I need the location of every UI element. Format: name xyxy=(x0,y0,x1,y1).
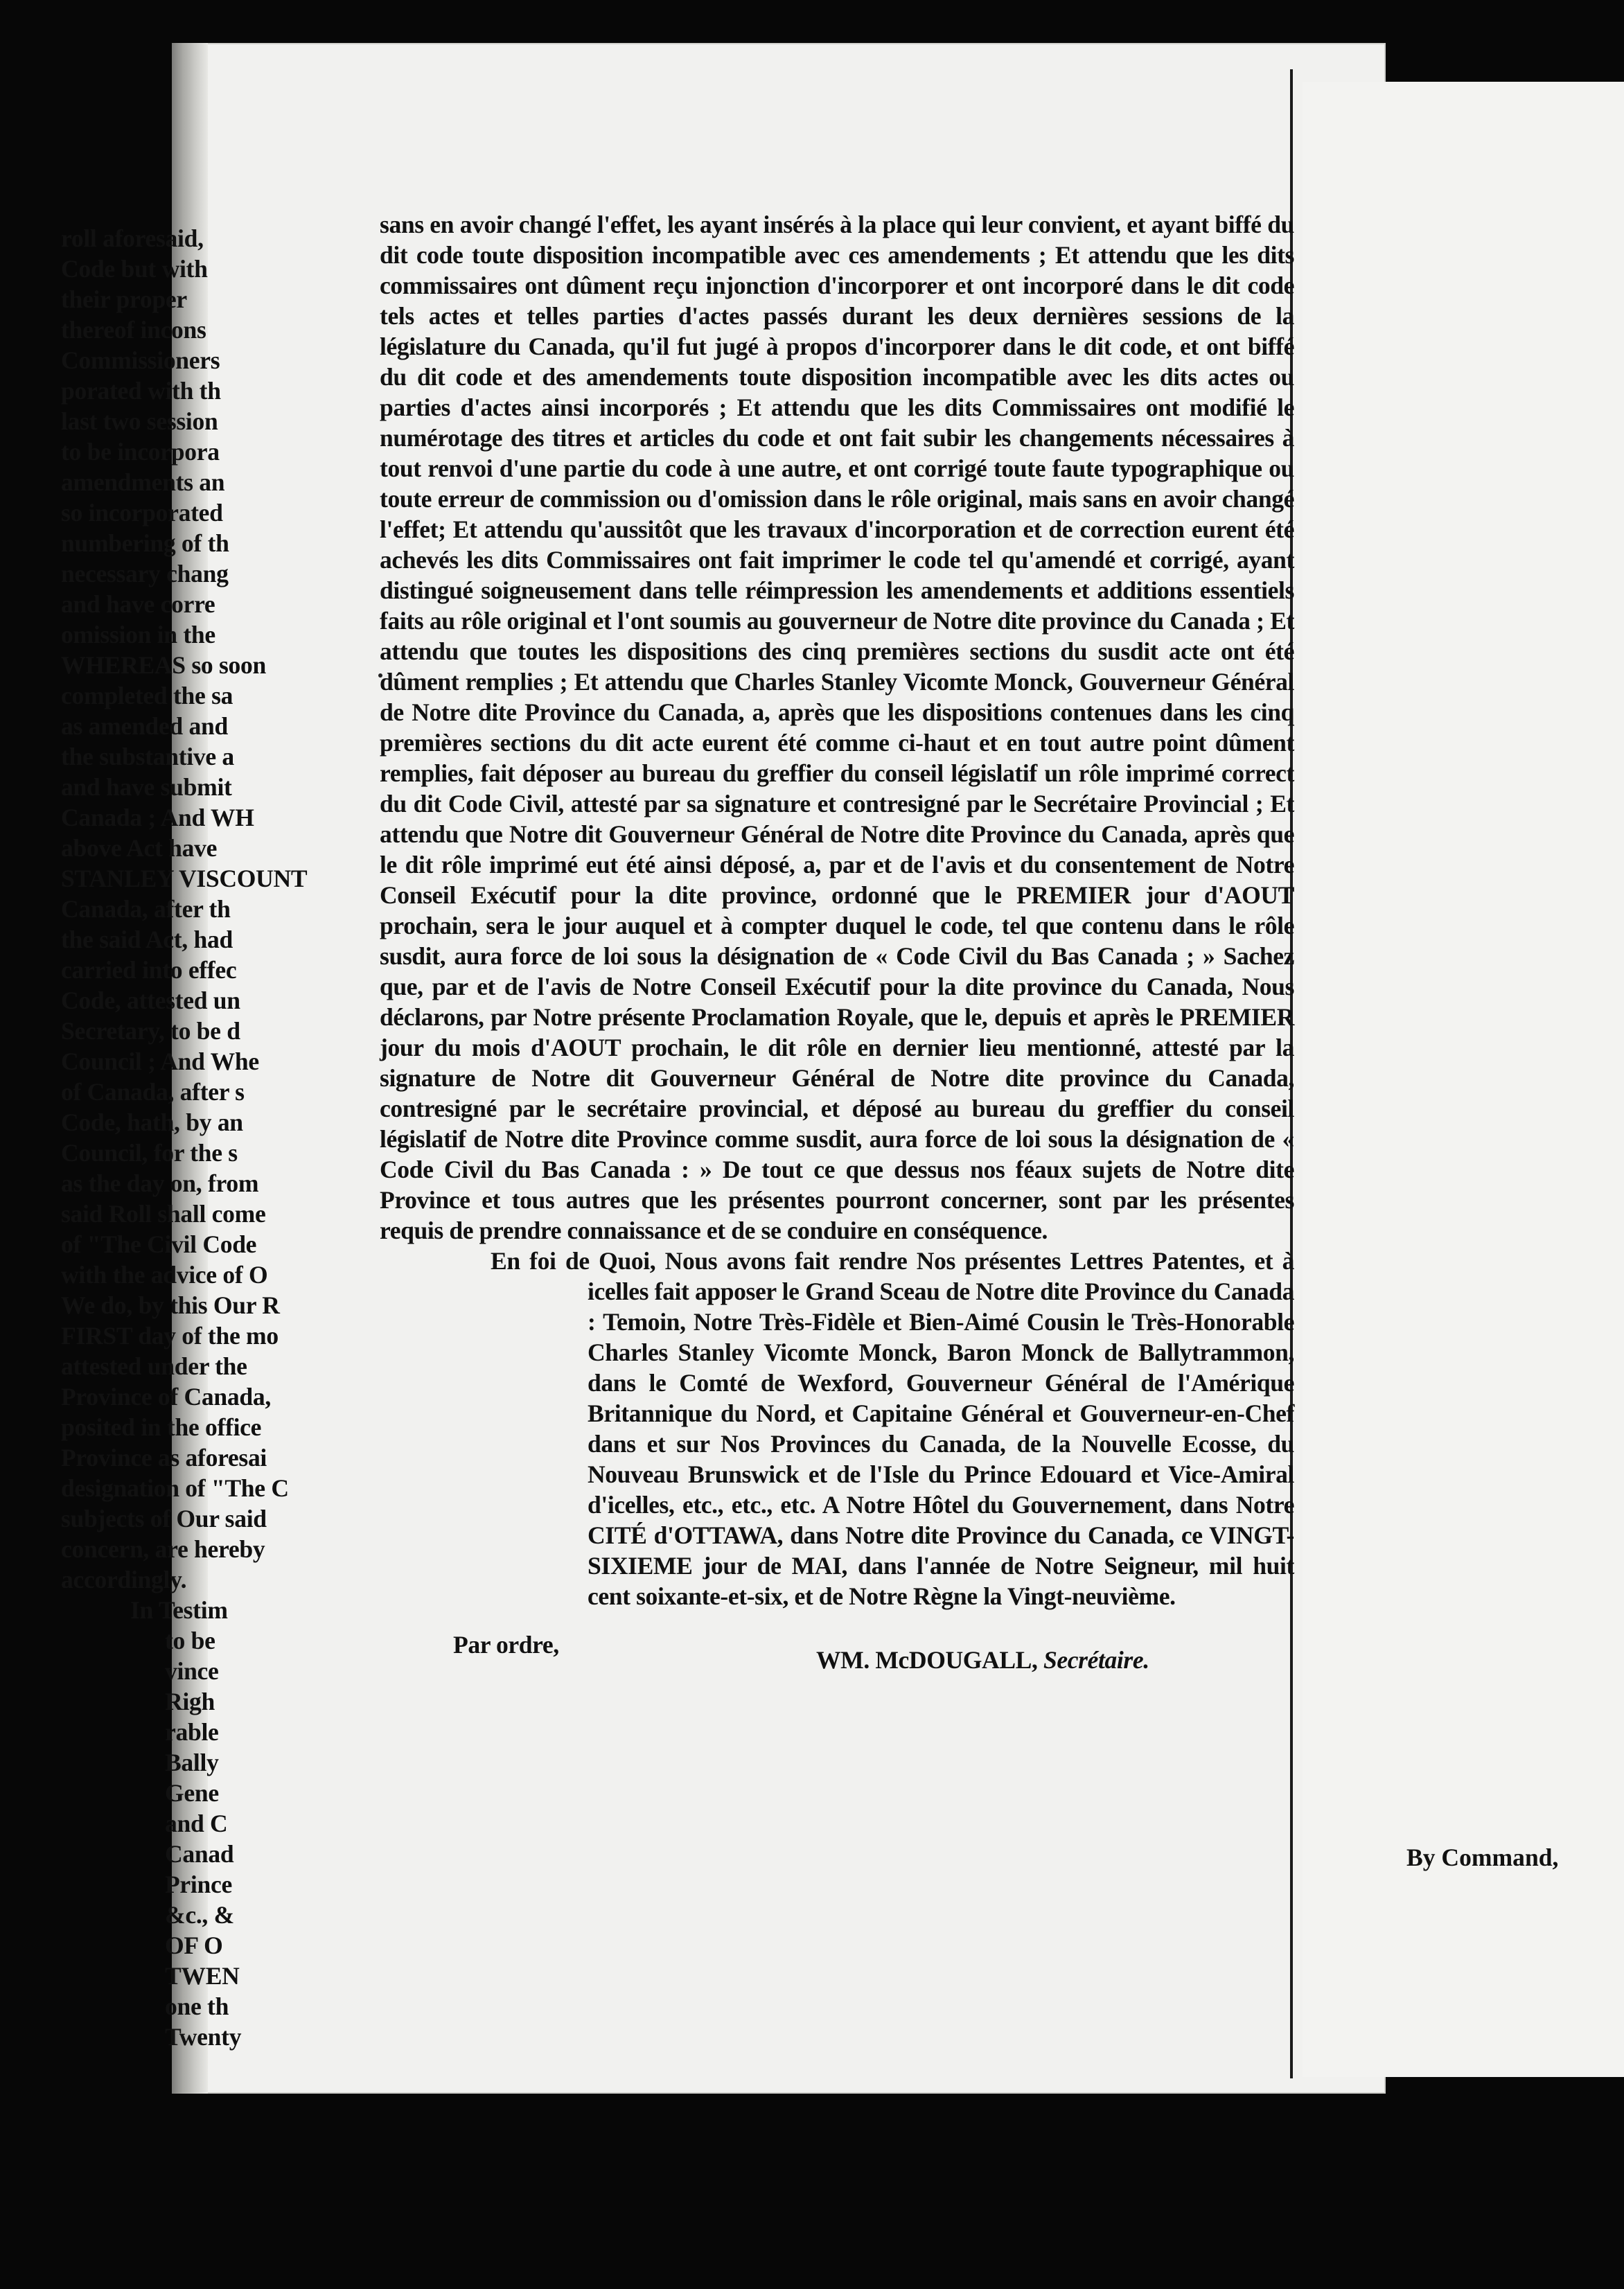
right-page-line: omission in the xyxy=(61,621,215,648)
right-page-line: Code but with xyxy=(61,255,208,283)
right-page-line: completed the sa xyxy=(61,682,233,709)
right-testimonium-line: OF O xyxy=(165,1932,223,1959)
right-testimonium-line: In Testim xyxy=(130,1596,228,1624)
right-page-line: Province of Canada, xyxy=(61,1383,271,1411)
right-page-line: Province as aforesai xyxy=(61,1444,267,1472)
right-testimonium-line: rable xyxy=(165,1718,219,1746)
right-page-line: of Canada, after s xyxy=(61,1078,245,1106)
right-testimonium-line: TWEN xyxy=(165,1962,240,1990)
right-page-line: attested under the xyxy=(61,1352,247,1380)
right-testimonium-line: Prince xyxy=(165,1871,232,1898)
right-page-line: of "The Civil Code xyxy=(61,1230,257,1258)
par-ordre-label: Par ordre, xyxy=(453,1631,559,1659)
proclamation-french-text xyxy=(380,209,1294,1674)
right-testimonium-line: Twenty xyxy=(165,2023,242,2051)
right-testimonium-line: Righ xyxy=(165,1688,215,1715)
right-testimonium-line: Gene xyxy=(165,1779,219,1807)
testimonium-clause: En foi de Quoi, Nous avons fait rendre Nos présentes Lettres Patentes, et à icelles fait apposer le Grand Sceau de Notre dite Province du Canada : Temoin, Notre Très-Fidèle et Bien-Aimé Cousin le Très-Honorable Charles Stanley Vicomte Monck, Baron Monck de Ballytrammon, dans le Comté de Wexford, Gouverneur Général de l'Amérique Britannique du Nord, et Capitaine Général et Gouverneur-en-Chef dans et sur Nos Provinces du Canada, de la Nouvelle Ecosse, du Nouveau Brunswick et de l'Isle du Prince Edouard et Vice-Amiral d'icelles, etc., etc., etc. A Notre Hôtel du Gouvernement, dans Notre CITÉ d'OTTAWA, dans Notre dite Province du Canada, ce VINGT-SIXIEME jour de MAI, dans l'année de Notre Seigneur, mil huit cent soixante-et-six, et de Notre Règne la Vingt-neuvième. xyxy=(491,1247,1294,1610)
right-page-line: Council, for the s xyxy=(61,1139,238,1167)
right-page-line: last two session xyxy=(61,407,218,435)
signature-block xyxy=(380,1629,1294,1674)
right-page-line: Council ; And Whe xyxy=(61,1048,259,1075)
right-page-line: designation of "The C xyxy=(61,1474,289,1502)
right-page-line: FIRST day of the mo xyxy=(61,1322,279,1350)
secretary-signature xyxy=(816,1645,1149,1675)
right-page-line: Code, hath, by an xyxy=(61,1108,243,1136)
right-page-line: above Act have xyxy=(61,834,218,862)
right-page-line: subjects of Our said xyxy=(61,1505,267,1532)
signature-name: WM. McDOUGALL, xyxy=(816,1646,1038,1674)
right-page-line: thereof incons xyxy=(61,316,206,344)
right-page-line: the substantive a xyxy=(61,743,234,770)
right-page-line: accordingly. xyxy=(61,1566,187,1593)
right-page-line: and have submit xyxy=(61,773,232,801)
right-page-line: STANLEY VISCOUNT xyxy=(61,865,308,892)
right-page-line: concern, are hereby xyxy=(61,1535,265,1563)
right-page-line: carried into effec xyxy=(61,956,237,984)
right-page-line: Secretary, to be d xyxy=(61,1017,240,1045)
right-page-line: as the day on, from xyxy=(61,1169,259,1197)
right-page-line: the said Act, had xyxy=(61,926,233,953)
proclamation-body: sans en avoir changé l'effet, les ayant insérés à la place qui leur convient, et ayant biffé du dit code toute disposition incompatible avec ces amendements ; Et attendu que les dits commissaires ont dûment reçu injonction d'incorporer et ont incorporé dans le dit code tels actes et telles parties d'actes passés durant les deux dernières sessions de la législature du Canada, qu'il fut jugé à propos d'incorporer dans le dit code, et ont biffé du dit code et des amendements toute disposition incompatible avec les dits actes ou parties d'actes ainsi incorporés ; Et attendu que les dits Commissaires ont modifié le numérotage des titres et articles du code et ont fait subir les changements nécessaires à tout renvoi d'une partie du code à une autre, et ont corrigé toute faute typographique ou toute erreur de commission ou d'omission dans le rôle original, mais sans en avoir changé l'effet; Et attendu qu'aussitôt que les travaux d'incorporation et de correction eurent été achevés les dits Commissaires ont fait imprimer le code tel qu'amendé et corrigé, ayant distingué soigneusement dans telle réimpression les amendements et additions essentiels faits au rôle original et l'ont soumis au gouverneur de Notre dite province du Canada ; Et attendu que toutes les dispositions des cinq premières sections du susdit acte ont été dûment remplies ; Et attendu que Charles Stanley Vicomte Monck, Gouverneur Général de Notre dite Province du Canada, a, après que les dispositions contenues dans les cinq premières sections du dit acte eurent été comme ci-haut et en tout autre point dûment remplies, fait déposer au bureau du greffier du conseil législatif un rôle imprimé correct du dit Code Civil, attesté par sa signature et contresigné par le Secrétaire Provincial ; Et attendu que Notre dit Gouverneur Général de Notre dite Province du Canada, après que le dit rôle imprimé eut été ainsi déposé, a, par et de l'avis et du consentement de Notre Conseil Exécutif pour la dite province, ordonné que le PREMIER jour d'AOUT prochain, sera le jour auquel et à compter duquel le code, tel que contenu dans le rôle susdit, aura force de loi sous la désignation de « Code Civil du Bas Canada ; » Sachez que, par et de l'avis de Notre Conseil Exécutif pour la dite province du Canada, Nous déclarons, par Notre présente Proclamation Royale, que le, depuis et après le PREMIER jour du mois d'AOUT prochain, le dit rôle en dernier lieu mentionné, attesté par la signature de Notre dit Gouverneur Général de Notre dite province du Canada, contresigné par le secrétaire provincial, et déposé au bureau du greffier du conseil législatif de Notre dite Province comme susdit, aura force de loi sous la désignation de « Code Civil du Bas Canada : » De tout ce que dessus nos féaux sujets de Notre dite Province et tous autres que les présentes pourront concerner, sont par les présentes requis de prendre connaissance et de se conduire en conséquence. xyxy=(380,211,1294,1244)
right-page-line: to be incorpora xyxy=(61,438,220,466)
right-page-line: roll aforesaid, xyxy=(61,224,204,252)
right-testimonium-line: Bally xyxy=(165,1749,219,1776)
right-page-line: their proper xyxy=(61,285,187,313)
proclamation-english-text xyxy=(61,223,352,2052)
right-page xyxy=(1303,82,1624,2077)
right-testimonium-line: Canad xyxy=(165,1840,234,1868)
right-page-line: posited in the office xyxy=(61,1413,262,1441)
right-page-line: Code, attested un xyxy=(61,987,240,1014)
right-page-line: Canada ; And WH xyxy=(61,804,254,831)
signature-title: Secrétaire. xyxy=(1043,1646,1149,1674)
right-page-line: so incorporated xyxy=(61,499,223,527)
right-page-line: necessary chang xyxy=(61,560,229,587)
right-page-line: WHEREAS so soon xyxy=(61,651,267,679)
right-page-line: with the advice of O xyxy=(61,1261,268,1289)
right-page-line: as amended and xyxy=(61,712,228,740)
right-page-line: porated with th xyxy=(61,377,221,405)
right-page-line: said Roll shall come xyxy=(61,1200,266,1228)
right-testimonium-line: to be xyxy=(165,1627,215,1654)
right-page-line: Commissioners xyxy=(61,346,220,374)
right-testimonium-line: &c., & xyxy=(165,1901,234,1929)
right-page-line: amendments an xyxy=(61,468,225,496)
right-testimonium-line: and C xyxy=(165,1810,228,1837)
right-page-line: and have corre xyxy=(61,590,215,618)
right-testimonium-line: one th xyxy=(165,1992,229,2020)
right-page-line: numbering of th xyxy=(61,529,229,557)
right-page-line: We do, by this Our R xyxy=(61,1291,280,1319)
right-page-line: Canada, after th xyxy=(61,895,231,923)
by-command-label: By Command, xyxy=(1406,1844,1559,1871)
right-testimonium-line: vince xyxy=(165,1657,219,1685)
